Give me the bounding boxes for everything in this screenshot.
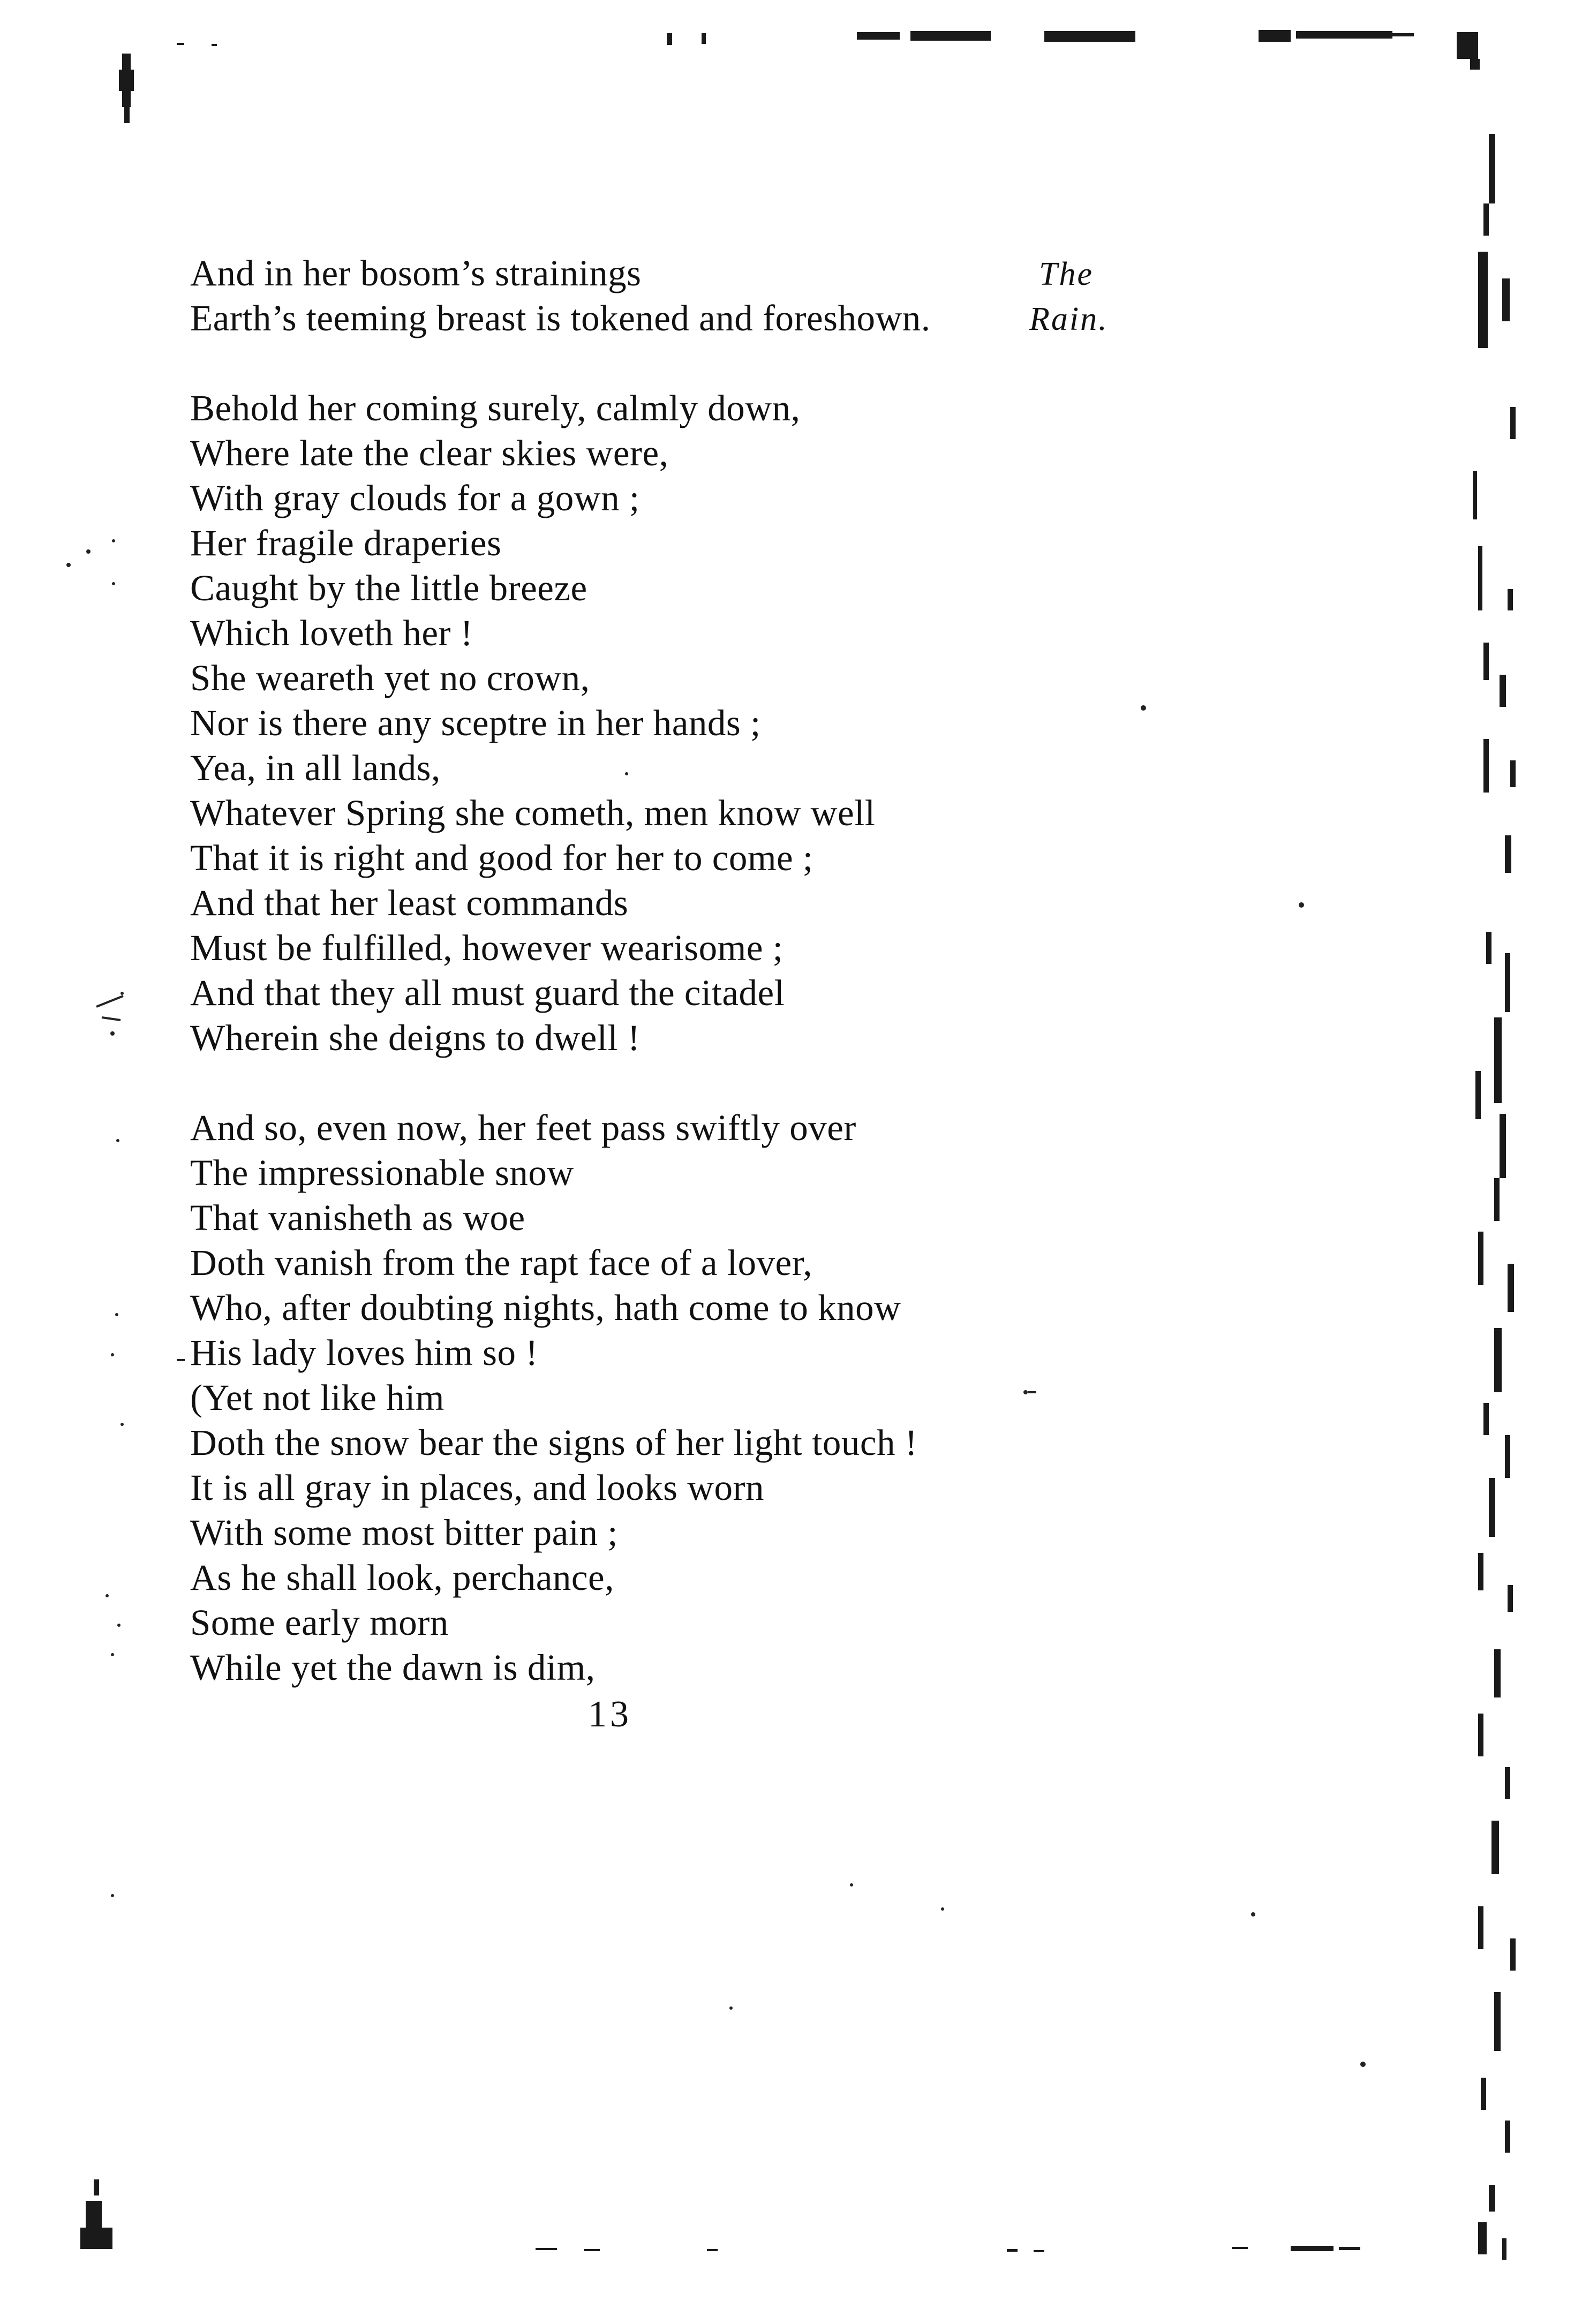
poem-line: That it is right and good for her to come ; — [190, 837, 813, 878]
poem-line: (Yet not like him — [190, 1377, 445, 1418]
stanza-3 — [190, 1105, 1101, 1690]
poem-line: Where late the clear skies were, — [190, 433, 669, 473]
poem-line: Earth’s teeming breast is tokened and foreshown. — [190, 298, 931, 338]
poem-line: She weareth yet no crown, — [190, 658, 590, 698]
stanza-break — [190, 341, 1101, 386]
poem-line: Which loveth her ! — [190, 613, 473, 653]
poem-line: Behold her coming surely, calmly down, — [190, 388, 801, 428]
poem-text — [190, 251, 1101, 1690]
poem-line: Doth the snow bear the signs of her light touch ! — [190, 1422, 918, 1463]
margin-title-line-2: Rain. — [1029, 301, 1109, 337]
poem-line: It is all gray in places, and looks worn — [190, 1467, 765, 1508]
poem-line: And in her bosom’s strainings — [190, 253, 642, 293]
poem-line: And so, even now, her feet pass swiftly over — [190, 1107, 856, 1148]
margin-running-title — [1029, 252, 1109, 342]
stanza-1 — [190, 251, 1101, 341]
poem-line: Her fragile draperies — [190, 523, 502, 563]
poem-line: Wherein she deigns to dwell ! — [190, 1017, 641, 1058]
poem-line: That vanisheth as woe — [190, 1197, 525, 1238]
poem-line: Caught by the little breeze — [190, 568, 587, 608]
margin-title-line-1: The — [1039, 256, 1094, 292]
poem-line: Must be fulfilled, however wearisome ; — [190, 927, 784, 968]
poem-line: Nor is there any sceptre in her hands ; — [190, 703, 761, 743]
stanza-2 — [190, 386, 1101, 1060]
poem-line: The impressionable snow — [190, 1152, 574, 1193]
poem-line: As he shall look, perchance, — [190, 1557, 614, 1598]
poem-line: And that they all must guard the citadel — [190, 972, 785, 1013]
poem-line: Some early morn — [190, 1602, 449, 1643]
poem-line: And that her least commands — [190, 882, 629, 923]
page-number: 13 — [588, 1694, 632, 1735]
poem-line: Whatever Spring she cometh, men know well — [190, 793, 876, 833]
poem-line: His lady loves him so ! — [190, 1332, 538, 1373]
poem-line: With some most bitter pain ; — [190, 1512, 618, 1553]
poem-line: With gray clouds for a gown ; — [190, 478, 640, 518]
stanza-break — [190, 1060, 1101, 1105]
poem-line: Who, after doubting nights, hath come to know — [190, 1287, 901, 1328]
poem-line: Yea, in all lands, — [190, 748, 441, 788]
poem-line: While yet the dawn is dim, — [190, 1647, 596, 1688]
poem-line: Doth vanish from the rapt face of a lover, — [190, 1242, 813, 1283]
